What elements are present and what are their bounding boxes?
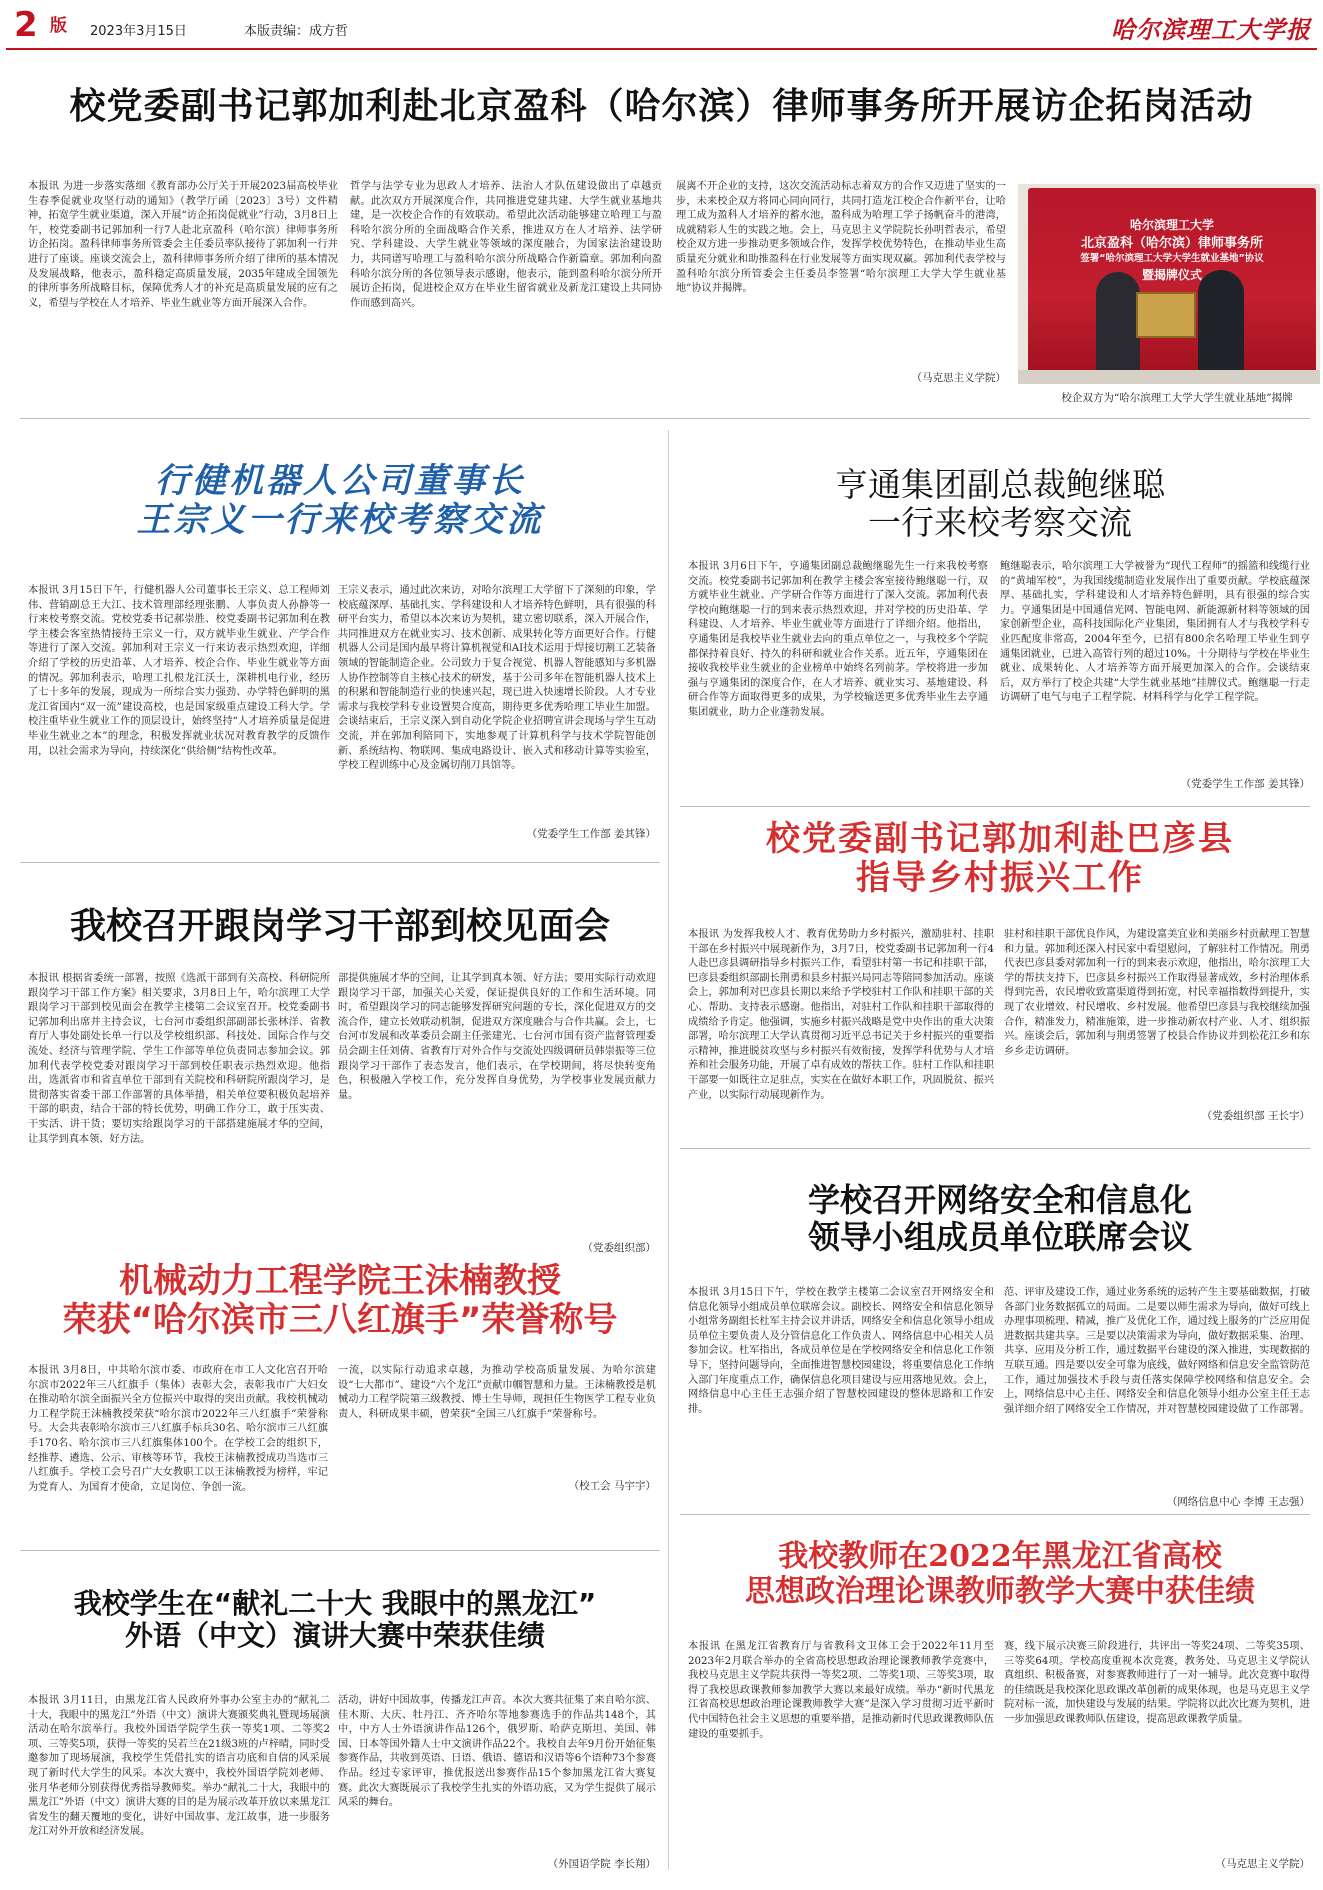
article-byline: （校工会 马宇宇） [568,1480,656,1492]
section-divider [20,418,1310,419]
photo-caption: 校企双方为“哈尔滨理工大学大学生就业基地”揭牌 [1061,392,1293,404]
article-body-col: 活动，讲好中国故事，传播龙江声音。本次大赛共征集了来自哈尔滨、佳木斯、大庆、牡丹江、齐齐哈尔等地参赛选手的作品共148个，其中，中方人士外语演讲作品126个，俄罗斯、哈萨克斯坦、美国、韩国、日本等国外籍人士中文演讲作品22个。我校自去年9月份开始征集参赛作品，共收到英语、日语、俄语、德语和汉语等6个语种73个参赛作品。经过专家评审，推优报送出参赛作品15个参加黑龙江省大赛复赛。此次大赛既展示了我校学生扎实的外语功底，又为学生提供了展示风采的舞台。 [338,1695,656,1809]
article-byline: （党委学生工作部 姜其锋） [1180,778,1310,790]
article-title-hengtong [690,466,1310,542]
article-body-col: 本报讯 3月8日，中共哈尔滨市委、市政府在市工人文化宫召开哈尔滨市2022年三八红旗手（集体）表彰大会，表彰我市广大妇女在推动哈尔滨全面振兴全方位振兴中取得的突出贡献。我校机械动力工程学院王沫楠教授荣获“哈尔滨市2022年三八红旗手”荣誉称号。大会共表彰哈尔滨市三八红旗手标兵30名、哈尔滨市三八红旗手170名、哈尔滨市三八红旗集体100个。在学校工会的组织下，经推荐、遴选、公示、审核等环节，我校王沫楠教授成功当选市三八红旗手。学校工会号召广大女教职工以王沫楠教授为榜样，牢记为党育人、为国育才使命，立足岗位、争创一流。 [28,1365,328,1493]
title-line: 机械动力工程学院王沫楠教授 [119,1261,561,1301]
article-title-cybersecurity [690,1182,1310,1256]
page-editor: 本版责编：成方哲 [244,24,349,39]
page-suffix: 版 [50,16,67,36]
article-body-col: 一流，以实际行动追求卓越，为推动学校高质量发展、为哈尔滨建设“七大都市”、建设“六个龙江”贡献巾帼智慧和力量。王沫楠教授是机械动力工程学院第三级教授、博士生导师，现担任生物医学工程专业负责人，科研成果丰硕，曾荣获“全国三八红旗手”荣誉称号。 [338,1365,656,1420]
article-body-col: 赛，线下展示决赛三阶段进行，共评出一等奖24项、二等奖35项、三等奖64项。学校高度重视本次竞赛，教务处、马克思主义学院认真组织、积极备赛，对参赛教师进行了一对一辅导。此次竞赛中取得的佳绩既是我校深化思政课改革创新的成果体现，也是马克思主义学院对标一流，加快建设与发展的结果。学院将以此次比赛为契机，进一步加强思政课教师队伍建设，提高思政课教学质量。 [1004,1641,1310,1725]
article-body-col: 本报讯 3月11日，由黑龙江省人民政府外事办公室主办的“献礼二十大，我眼中的黑龙江”外语（中文）演讲大赛颁奖典礼暨现场展演活动在哈尔滨举行。我校外国语学院学生获一等奖1项、二等奖2项、三等奖5项，获得一等奖的吴若兰在21级3班的卢梓晴，同时受邀参加了现场展演，我校学生凭借扎实的语言功底和自信的风采展现了新时代大学生的风采。本次大赛中，我校外国语学院刘老师、张月华老师分别获得优秀指导教师奖。举办“献礼二十大，我眼中的黑龙江”外语（中文）演讲大赛的目的是为展示改革开放以来黑龙江省发生的翻天覆地的变化，讲好中国故事、龙江故事，进一步服务龙江对外开放和经济发展。 [28,1695,330,1838]
article-body-col: 本报讯 为进一步落实落细《教育部办公厅关于开展2023届高校毕业生春季促就业攻坚行动的通知》（教学厅函〔2023〕3号）文件精神，拓宽学生就业渠道，深入开展“访企拓岗促就业”行动，3月8日上午，校党委副书记郭加利一行7人赴北京盈科（哈尔滨）律师事务所访企拓岗。盈科律师事务所管委会主任委员率队接待了郭加利一行并进行了座谈。座谈交流会上，盈科律师事务所介绍了律所的基本情况及发展战略，他表示，盈科稳定高质量发展，2035年建成全国领先的律所事务所战略目标，保障优秀人才的补充是高质量发展的应有之义，希望与学校在人才培养、毕业生就业等方面开展深入合作。 [28,181,338,309]
title-line: 领导小组成员单位联席会议 [807,1217,1192,1256]
article-byline: （外国语学院 李长翔） [547,1858,656,1870]
photo-banner-text: 暨揭牌仪式 [1141,268,1202,282]
article-byline: （党委学生工作部 姜其锋） [526,828,656,840]
issue-date: 2023年3月15日 [90,24,187,39]
header-rule [6,48,1317,50]
article-body-col: 鲍继聪表示，哈尔滨理工大学被誉为“现代工程师”的摇篮和线缆行业的“黄埔军校”，为我国线缆制造业发展作出了重要贡献。学校底蕴深厚、基础扎实，学科建设和人才培养特色鲜明，具有很强的综合实力。亨通集团是中国通信光网、智能电网、新能源新材料等领域的国家创新型企业，高科技国际化产业集团，集团拥有人才与我校学科专业匹配度非常高，2004年至今，已招有800余名哈理工毕业生到亨通集团就业，已进入高管行列的超过10%。十分期待与学校在毕业生就业、成果转化、人才培养等方面开展更加深入的合作。会谈结束后，双方举行了校企共建“大学生就业基地”挂牌仪式。鲍继聪一行走访调研了电气与电子工程学院、材料科学与化学工程学院。 [1000,561,1310,704]
section-divider [680,1514,1310,1515]
plaque [1136,292,1196,338]
article-title-speech-contest [10,1588,660,1652]
photo-banner-text: 签署“哈尔滨理工大学大学生就业基地”协议 [1080,253,1264,264]
title-line: 我校教师在2022年黑龙江省高校 [778,1539,1222,1574]
section-divider [680,806,1310,807]
article-body-col: 驻村和挂职干部优良作风，为建设富美宜业和美丽乡村贡献理工智慧和力量。郭加利还深入村民家中看望慰问，了解驻村工作情况。荆勇代表巴彦县委对郭加利一行的到来表示欢迎，他指出，哈尔滨理工大学的帮扶支持下，巴彦县乡村振兴工作取得显著成效，乡村治理体系得到完善，农民增收致富渠道得到拓宽，村民幸福指数得到提升，实现了农业增效、村民增收、乡村发展。他希望巴彦县与我校继续加强合作，精准发力，精准施策，进一步推动新农村产业、人才、组织振兴。座谈会后，郭加利与荆勇签署了校县合作协议并到松花江乡和东乡乡走访调研。 [1004,929,1310,1057]
page-header [6,6,1317,44]
article-body-col: 本报讯 3月6日下午，亨通集团副总裁鲍继聪先生一行来我校考察交流。校党委副书记郭加利在教学主楼会客室接待鲍继聪一行，双方就毕业生就业、产学研合作等方面进行了深入交流。郭加利代表学校向鲍继聪一行的到来表示热烈欢迎，并对学校的历史沿革、学科建设、人才培养、毕业生就业等方面进行了详细介绍。他指出，亨通集团是我校毕业生就业去向的重点单位之一，与我校多个学院都保持着良好、持久的科研和就业合作关系。近五年，亨通集团在接收我校毕业生就业的企业榜单中始终名列前茅。学校将进一步加强与亨通集团的深度合作，在人才培养、就业实习、基地建设、科研合作等方面取得更多的成果，为学校输送更多优秀毕业生去亨通集团就业，助力企业蓬勃发展。 [688,561,988,718]
article-title-lawfirm-visit: 校党委副书记郭加利赴北京盈科（哈尔滨）律师事务所开展访企拓岗活动 [69,86,1254,127]
photo-floor [1018,370,1320,384]
article-body-col: 本报讯 在黑龙江省教育厅与省教科文卫体工会于2022年11月至2023年2月联合举办的全省高校思想政治理论课教师教学竞赛中，我校马克思主义学院共获得一等奖2项、二等奖1项、三等奖3项，取得了我校思政课教师参加教学大赛以来最好成绩。举办“新时代黑龙江省高校思想政治理论课教师教学大赛”是深入学习贯彻习近平新时代中国特色社会主义思想的重要举措，是推动新时代思政课教师队伍建设的重要抓手。 [688,1641,994,1740]
article-title-teaching-contest [690,1540,1310,1609]
article-body-col: 本报讯 根据省委统一部署，按照《选派干部到有关高校、科研院所跟岗学习干部工作方案》相关要求，3月8日上午，哈尔滨理工大学跟岗学习干部到校见面会在教学主楼第二会议室召开。校党委副书记郭加利出席并主持会议，七台河市委组织部副部长张林洋、省教育厅人事处副处长单一行以及学校组织部、科技处、国际合作与交流处、经济与管理学院、学生工作部等单位负责同志参加会议。郭加利代表学校党委对跟岗学习干部到校任职表示热烈欢迎。他指出，选派省市和省直单位干部到有关院校和科研院所跟岗学习，是贯彻落实省委干部工作部署的具体举措，相关单位要积极负起培养干部的职责，结合干部的特长优势，明确工作分工，敢于压实责、干实活、讲干货；要切实给跟岗学习的干部搭建施展才华的空间，让其学到真本领、好方法。 [28,973,330,1145]
photo-banner-text: 北京盈科（哈尔滨）律师事务所 [1080,236,1263,251]
title-line: 思想政治理论课教师教学大赛中获佳绩 [745,1573,1255,1609]
section-divider [20,1550,660,1551]
article-byline: （党委组织部 王长宇） [1201,1110,1310,1122]
title-line: 王宗义一行来校考察交流 [136,500,544,541]
title-line: 亨通集团副总裁鲍继聪 [835,465,1165,504]
column-divider [668,430,669,1870]
person-right [1198,270,1244,376]
article-title-red-banner [30,1262,650,1340]
article-byline: （党委组织部） [582,1242,656,1254]
article-body-col: 王宗义表示，通过此次来访，对哈尔滨理工大学留下了深刻的印象，学校底蕴深厚、基础扎实、学科建设和人才培养特色鲜明，具有很强的科研平台实力，希望以本次来访为契机，建立密切联系，深入开展合作，共同推进双方在就业实习、技术创新、成果转化等方面更好合作。行健机器人公司是国内最早将计算机视觉和AI技术运用于焊接切割工艺装备领域的智能制造企业。公司致力于复合视觉、机器人智能感知与多机器人协作控制等自主核心技术的研发，基于公司多年在智能机器人技术上的积累和智能制造行业的快速兴起，现已进入快速增长阶段。人才专业需求与我校学科专业设置契合度高，期待更多优秀哈理工毕业生加盟。会谈结束后，王宗义深入到自动化学院企业招聘宣讲会现场与学生互动交流，并在郭加利陪同下，实地参观了计算机科学与技术学院智能创新、系统结构、物联网、集成电路设计、嵌入式和移动计算等实验室，学校工程训练中心及金属切削刀具馆等。 [338,585,656,772]
title-line: 行健机器人公司董事长 [155,461,525,501]
article-body-col: 本报讯 3月15日下午，学校在教学主楼第二会议室召开网络安全和信息化领导小组成员单位联席会议。副校长、网络安全和信息化领导小组常务副组长杜军主持会议并讲话，网络安全和信息化领导小组成员单位主要负责人及分管信息化工作负责人、网络信息中心相关人员参加会议。杜军指出，各成员单位是在学校网络安全和信息化工作领导下，坚持问题导向，全面推进智慧校园建设，将重要信息化工作纳入部门年度重点工作，确保信息化项目建设与应用落地见效。会上，网络信息中心主任王志强介绍了智慧校园建设的整体思路和工作安排。 [688,1287,994,1415]
article-body-col: 哲学与法学专业为思政人才培养、法治人才队伍建设做出了卓越贡献。此次双方开展深度合作，共同推进党建共建、大学生就业基地共建，是一次校企合作的有效联动。希望此次活动能够建立哈理工与盈科哈尔滨分所的全面战略合作关系，推进双方在人才培养、法学研究、学科建设、大学生就业等领域的深度融合，为国家法治建设助力，共同谱写哈理工与盈科哈尔滨分所战略合作新篇章。郭加利向盈科哈尔滨分所的各位领导表示感谢，他表示，能到盈科哈尔滨分所开展访企拓岗，促进校企双方在毕业生留省就业及新龙江建设上共同协作而感到高兴。 [350,181,662,309]
article-byline: （马克思主义学院） [1215,1858,1310,1870]
article-body-col: 部提供施展才华的空间，让其学到真本领、好方法；要用实际行动欢迎跟岗学习干部，加强关心关爱，保证提供良好的工作和生活环境。同时，希望跟岗学习的同志能够发挥研究问题的专长，深化促进双方的交流合作，建立长效联动机制，促进双方深度融合与合作共赢。会上，七台河市发展和改革委员会副主任张建光、七台河市国有资产监督管理委员会副主任刘倩、省教育厅对外合作与交流处四级调研员韩崇振等三位跟岗学习干部作了表态发言，他们表示，在学校期间，将尽快转变角色，积极融入学校工作，充分发挥自身优势，为学校事业发展贡献力量。 [338,973,656,1101]
title-line: 指导乡村振兴工作 [856,858,1144,899]
page-number: 2 [14,5,38,45]
newspaper-logo: 哈尔滨理工大学报 [1111,15,1311,44]
title-line: 学校召开网络安全和信息化 [807,1181,1192,1219]
title-line: 我校学生在“献礼二十大 我眼中的黑龙江” [73,1587,597,1620]
section-divider [680,1148,1310,1149]
title-line: 荣获“哈尔滨市三八红旗手”荣誉称号 [62,1300,618,1341]
article-byline: （马克思主义学院） [911,372,1006,384]
article-body-col: 本报讯 3月15日下午，行健机器人公司董事长王宗义、总工程师刘伟、营销副总王大江、技术管理部经理张鹏、人事负责人孙静等一行来校考察交流。党校党委书记郝崇胜、校党委副书记郭加利在教学主楼会客室热情接待王宗义一行，双方就毕业生就业、产学合作等进行了深入交流。郭加利对王宗义一行来访表示热烈欢迎，详细介绍了学校的历史沿革、人才培养、校企合作、毕业生就业等方面的情况。郭加利表示，哈理工扎根龙江沃土，深耕机电行业，经历了七十多年的发展，现成为一所综合实力强劲、办学特色鲜明的黑龙江省国内“双一流”建设高校，也是国家级重点建设工科大学。学校注重毕业生就业工作的顶层设计，始终坚持“人才培养质量是促进毕业生就业之本”的理念，积极发挥就业状况对教育教学的反馈作用，以社会需求为导向，持续深化“供给侧”结构性改革。 [28,585,330,757]
article-byline: （网络信息中心 李博 王志强） [1166,1496,1310,1508]
article-body-col: 范、评审及建设工作，通过业务系统的运转产生主要基础数据，打破各部门业务数据孤立的局面。二是要以师生需求为导向，做好可线上办理事项梳理、精减，推广及优化工作，通过线上服务的广泛应用促进数据共建共享。三是要以决策需求为导向，做好数据采集、治理、共享、应用及分析工作，通过数据平台建设的深入推进，实现数据的互联互通。四是要以安全可靠为底线，做好网络和信息安全监管防范工作，通过加强技术手段与责任落实保障学校网络和信息安全。会上，网络信息中心主任、网络安全和信息化领导小组办公室主任王志强详细介绍了网络安全工作情况，并对智慧校园建设做了工作部署。 [1004,1287,1310,1415]
article-title-robot-company [40,462,640,540]
article-title-cadre-meeting: 我校召开跟岗学习干部到校见面会 [69,906,610,947]
article-body-col: 本报讯 为发挥我校人才、教育优势助力乡村振兴，激励驻村、挂职干部在乡村振兴中展现新作为，3月7日，校党委副书记郭加利一行4人赴巴彦县调研指导乡村振兴工作，看望驻村第一书记和挂职干部，巴彦县委组织部副长荆勇和县乡村振兴局同志等陪同参加活动。座谈会上，郭加利对巴彦县长期以来给予学校驻村工作队和挂职干部的关心、帮助、支持表示感谢。他指出，对驻村工作队和挂职干部取得的成绩给予肯定。他强调，实施乡村振兴战略是党中央作出的重大决策部署，哈尔滨理工大学认真贯彻习近平总书记关于乡村振兴的重要指示精神，推进脱贫攻坚与乡村振兴有效衔接，发挥学科优势与人才培养和社会服务功能，开展了卓有成效的帮扶工作。驻村工作队和挂职干部要一如既往立足驻点，实实在在做好本职工作，巩固脱贫、振兴产业，以实际行动展现新作为。 [688,929,994,1101]
section-divider [20,862,660,863]
title-line: 校党委副书记郭加利赴巴彦县 [766,819,1234,859]
person-left [1096,272,1140,376]
title-line: 外语（中文）演讲大赛中荣获佳绩 [124,1619,545,1653]
article-title-bayan-county [690,820,1310,898]
article-body-col: 展离不开企业的支持，这次交流活动标志着双方的合作又迈进了坚实的一步，未来校企双方将同心同向同行，共同打造龙江校企合作新平台，让哈理工成为盈科人才培养的蓄水池，盈科成为哈理工学子扬帆奋斗的港湾，成就精彩人生的实践之地。会上，马克思主义学院院长孙明哲表示，希望校企双方进一步推动更多领域合作，发挥学校优势特色，在推动毕业生高质量充分就业和助推盈科在行业发展等方面实现双赢。郭加利代表学校与盈科哈尔滨分所管委会主任委员李签署“哈尔滨理工大学大学生就业基地”协议并揭牌。 [676,181,1006,295]
signing-ceremony-photo [1018,184,1320,384]
photo-banner-text: 哈尔滨理工大学 [1129,218,1214,232]
title-line: 一行来校考察交流 [868,502,1132,542]
